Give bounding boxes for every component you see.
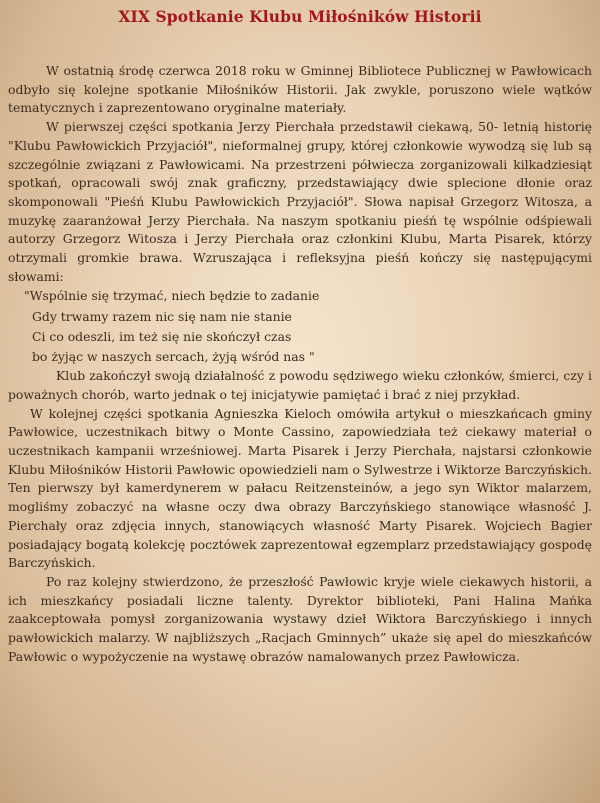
paragraph-club-history: W pierwszej części spotkania Jerzy Pierchała przedstawił ciekawą, 50- letnią historię "Klubu Pawłowickich Przyjaciół", nieformalnej grupy, której członkowie wywodzą się lub są szczególnie związani z Pawłowicami. Na przestrzeni półwiecza zorganizowali kilkadziesiąt spotkań, opracowali swój znak graficzny, przedstawiający dwie splecione dłonie oraz skomponowali "Pieśń Klubu Pawłowickich Przyjaciół". Słowa napisał Grzegorz Witosza, a muzykę zaaranżował Jerzy Pierchała. Na naszym spotkaniu pieśń tę wspólnie odśpiewali autorzy Grzegorz Witosza i Jerzy Pierchała oraz członkini Klubu, Marta Pisarek, którzy otrzymali gromkie brawa. Wzruszająca i refleksyjna pieśń kończy się następującymi słowami: [8, 119, 592, 284]
paragraph-intro: W ostatnią środę czerwca 2018 roku w Gminnej Bibliotece Publicznej w Pawłowicach odbyło się kolejne spotkanie Miłośników Historii. Jak zwykle, poruszono wiele wątków tematycznych i zaprezentowano oryginalne materiały. [8, 63, 592, 116]
article-body [8, 62, 592, 667]
quote-line: Ci co odeszli, im też się nie skończył czas [32, 328, 292, 344]
quote-line: Gdy trwamy razem nic się nam nie stanie [32, 308, 292, 324]
paragraph-conclusion: Po raz kolejny stwierdzono, że przeszłość Pawłowic kryje wiele ciekawych historii, a ich mieszkańcy posiadali liczne talenty. Dyrektor biblioteki, Pani Halina Mańka zaakceptowała pomysł zorganizowania wystawy dzieł Wiktora Barczyńskiego i innych pawłowickich malarzy. W najbliższych „Racjach Gminnych” ukaże się apel do mieszkańców Pawłowic o wypożyczenie na wystawę obrazów namalowanych przez Pawłowicza. [8, 573, 592, 664]
quote-line: bo żyjąc w naszych sercach, żyją wśród nas " [32, 349, 315, 365]
paragraph-monte-cassino: W kolejnej części spotkania Agnieszka Kieloch omówiła artykuł o mieszkańcach gminy Pawłowice, uczestnikach bitwy o Monte Cassino, zapowiedziała też ciekawy materiał o uczestnikach kampanii wrześniowej. Marta Pisarek i Jerzy Pierchała, najstarsi członkowie Klubu Miłośników Historii Pawłowic opowiedzieli nam o Sylwestrze i Wiktorze Barczyńskich. Ten pierwszy był kamerdynerem w pałacu Reitzensteinów, a jego syn Wiktor malarzem, mogliśmy zobaczyć na własne oczy dwa obrazy Barczyńskiego stanowiące własność J. Pierchały oraz zdjęcia innych, stanowiących własność Marty Pisarek. Wojciech Bagier posiadający bogatą kolekcję pocztówek zaprezentował egzemplarz przedstawiający gospodę Barczyńskich. [8, 405, 592, 571]
article-title: XIX Spotkanie Klubu Miłośników Historii [118, 7, 482, 26]
paragraph-club-end: Klub zakończył swoją działalność z powodu sędziwego wieku członków, śmierci, czy i poważnych chorób, warto jednak o tej inicjatywie pamiętać i brać z niej przykład. [8, 368, 592, 402]
song-quote [8, 286, 592, 367]
quote-line: "Wspólnie się trzymać, niech będzie to zadanie [24, 288, 320, 304]
